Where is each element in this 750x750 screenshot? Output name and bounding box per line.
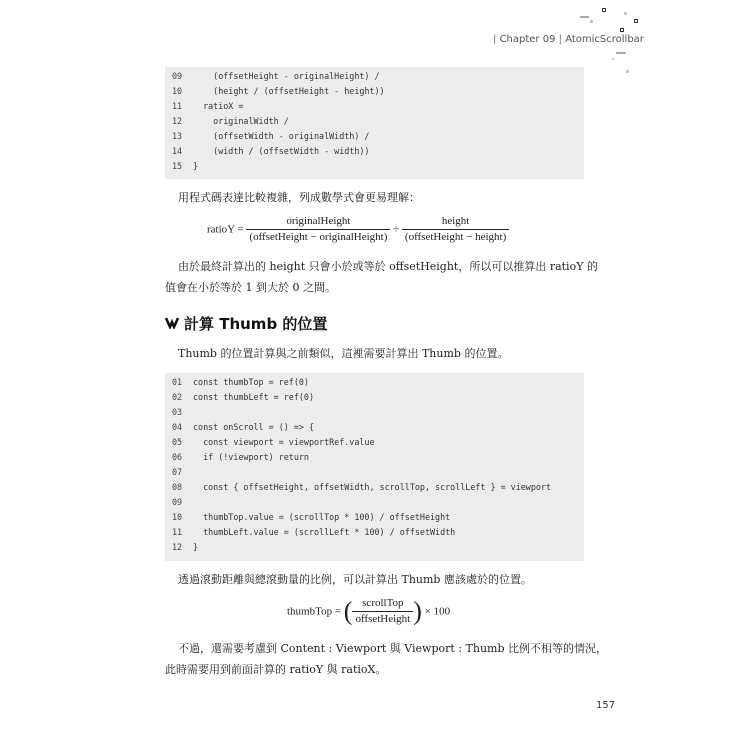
- line-ornament: [616, 52, 626, 54]
- paragraph: 由於最終計算出的 height 只會小於或等於 offsetHeight，所以可以推算出 ratioY 的: [178, 260, 598, 273]
- paragraph: 用程式碼表達比較複雜，列成數學式會更易理解：: [178, 191, 420, 204]
- code-line: [165, 375, 584, 390]
- dot-ornament: [624, 12, 627, 15]
- formula-rhs: × 100: [424, 605, 451, 618]
- line-ornament: [580, 16, 589, 18]
- line-number: 09: [172, 71, 183, 81]
- code-text: const thumbLeft = ref(0): [193, 392, 315, 402]
- code-text: (offsetHeight - originalHeight) /: [193, 71, 380, 81]
- line-number: 11: [172, 527, 183, 537]
- code-text: const viewport = viewportRef.value: [193, 437, 375, 447]
- line-number: 04: [172, 422, 183, 432]
- code-line: [165, 69, 584, 84]
- denominator: offsetHeight: [355, 613, 411, 625]
- dot-ornament: [626, 70, 629, 73]
- code-text: }: [193, 542, 199, 552]
- line-number: 06: [172, 452, 183, 462]
- running-header: | Chapter 09 | AtomicScrollbar: [493, 34, 644, 45]
- line-number: 13: [172, 131, 183, 141]
- section-title: 計算 Thumb 的位置: [184, 315, 328, 333]
- square-ornament: [634, 19, 638, 23]
- code-text: thumbTop.value = (scrollTop * 100) / offsetHeight: [193, 512, 451, 522]
- code-line: [165, 99, 584, 114]
- line-number: 10: [172, 512, 183, 522]
- code-text: const { offsetHeight, offsetWidth, scrollTop, scrollLeft } = viewport: [193, 482, 551, 492]
- line-number: 08: [172, 482, 183, 492]
- code-text: const onScroll = () => {: [193, 422, 315, 432]
- code-block-continued: [165, 67, 584, 179]
- numerator: height: [402, 214, 509, 230]
- code-text: (width / (offsetWidth - width)): [193, 146, 370, 156]
- paragraph: Thumb 的位置計算與之前類似，這裡需要計算出 Thumb 的位置。: [178, 347, 509, 360]
- code-line: [165, 510, 584, 525]
- code-text: (height / (offsetHeight - height)): [193, 86, 385, 96]
- line-number: 02: [172, 392, 183, 402]
- formula-lhs: thumbTop =: [287, 605, 342, 618]
- formula-lhs: ratioY =: [207, 223, 244, 236]
- code-text: if (!viewport) return: [193, 452, 309, 462]
- numerator: scrollTop: [352, 596, 413, 612]
- numerator: originalHeight: [246, 214, 390, 230]
- code-line: [165, 540, 584, 555]
- denominator: (offsetHeight − height): [404, 231, 507, 243]
- line-number: 12: [172, 116, 183, 126]
- code-text: originalWidth /: [193, 116, 289, 126]
- fraction: [352, 596, 413, 627]
- chapter-title: AtomicScrollbar: [565, 34, 644, 45]
- line-number: 01: [172, 377, 183, 387]
- denominator: (offsetHeight − originalHeight): [249, 231, 388, 243]
- fraction: [246, 214, 390, 245]
- paragraph: 不過，還需要考慮到 Content : Viewport 與 Viewport : Thumb 比例不相等的情況，: [178, 642, 607, 655]
- code-line: [165, 465, 584, 480]
- line-number: 07: [172, 467, 183, 477]
- section-marker-icon: [165, 315, 179, 333]
- divide-operator: ÷: [393, 223, 400, 236]
- line-number: 09: [172, 497, 183, 507]
- code-line: [165, 144, 584, 159]
- square-ornament: [602, 8, 606, 12]
- code-line: [165, 84, 584, 99]
- code-line: [165, 390, 584, 405]
- ratio-y-formula: [207, 214, 509, 245]
- square-ornament: [620, 28, 624, 32]
- code-line: [165, 450, 584, 465]
- thumb-top-formula: thumbTop = ( $\frac{\text{scrollTop}}{\text{offsetHeight}}$ ) × 100: [287, 596, 451, 626]
- line-number: 15: [172, 161, 183, 171]
- code-block: [165, 373, 584, 561]
- paragraph: 此時需要用到前面計算的 ratioY 與 ratioX。: [165, 663, 387, 676]
- code-line: [165, 525, 584, 540]
- code-line: [165, 405, 584, 420]
- code-line: [165, 129, 584, 144]
- code-line: [165, 159, 584, 174]
- code-text: const thumbTop = ref(0): [193, 377, 309, 387]
- code-line: [165, 435, 584, 450]
- section-heading: [165, 313, 327, 334]
- code-text: ratioX =: [193, 101, 244, 111]
- code-line: [165, 480, 584, 495]
- line-number: 12: [172, 542, 183, 552]
- paragraph: 值會在小於等於 1 到大於 0 之間。: [165, 281, 336, 294]
- dot-ornament: [590, 20, 593, 23]
- code-text: thumbLeft.value = (scrollLeft * 100) / offsetWidth: [193, 527, 456, 537]
- code-text: (offsetWidth - originalWidth) /: [193, 131, 370, 141]
- line-number: 10: [172, 86, 183, 96]
- line-number: 14: [172, 146, 183, 156]
- page-number: 157: [596, 700, 616, 711]
- line-number: 03: [172, 407, 183, 417]
- dot-ornament: [612, 58, 614, 60]
- code-line: [165, 420, 584, 435]
- code-line: [165, 114, 584, 129]
- line-number: 11: [172, 101, 183, 111]
- paragraph: 透過滾動距離與總滾動量的比例，可以計算出 Thumb 應該處於的位置。: [178, 573, 532, 586]
- code-text: }: [193, 161, 199, 171]
- fraction: [402, 214, 509, 245]
- code-line: [165, 495, 584, 510]
- chapter-label: Chapter 09: [499, 34, 556, 45]
- line-number: 05: [172, 437, 183, 447]
